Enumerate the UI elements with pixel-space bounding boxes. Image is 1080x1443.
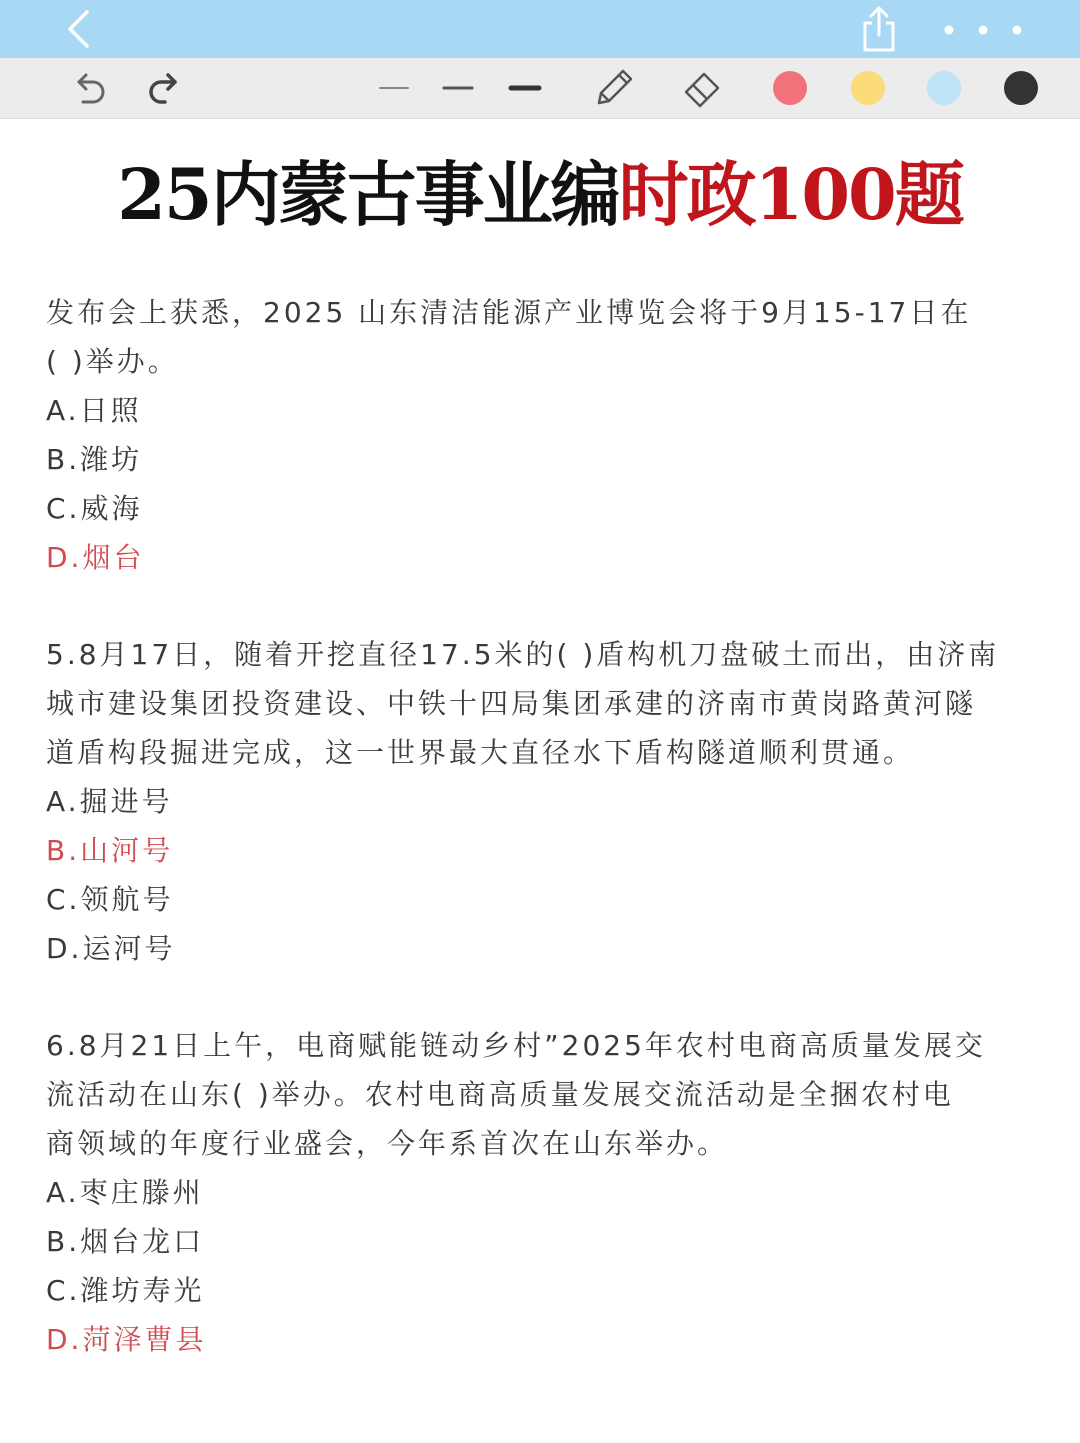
option-b: B.烟台龙口 <box>46 1225 205 1258</box>
undo-icon[interactable] <box>64 58 114 118</box>
option-b: B.潍坊 <box>46 443 143 476</box>
question-1 <box>46 288 1046 582</box>
question-text <box>46 630 1046 777</box>
redo-icon[interactable] <box>140 58 190 118</box>
option-c: C.潍坊寿光 <box>46 1274 205 1307</box>
question-text <box>46 1021 1046 1168</box>
option-c: C.领航号 <box>46 883 174 916</box>
question-line: 流活动在山东( )举办。农村电商高质量发展交流活动是全捆农村电 <box>46 1078 954 1111</box>
option-d-answer: D.烟台 <box>46 541 145 574</box>
question-line: 道盾构段掘进完成，这一世界最大直径水下盾构隧道顺利贯通。 <box>46 736 915 769</box>
option-d-answer: D.菏泽曹县 <box>46 1323 207 1356</box>
page-title <box>0 152 1080 238</box>
question-list <box>46 288 1046 1364</box>
blue-swatch-icon <box>927 71 961 105</box>
eraser-icon[interactable] <box>676 58 728 118</box>
question-2 <box>46 630 1046 973</box>
thin-line-icon[interactable] <box>374 58 414 118</box>
question-line: 6.8月21日上午，电商赋能链动乡村”2025年农村电商高质量发展交 <box>46 1029 986 1062</box>
more-icon[interactable] <box>938 16 1028 44</box>
color-swatch-black[interactable] <box>1001 58 1041 118</box>
question-line: 5.8月17日，随着开挖直径17.5米的( )盾构机刀盘破土而出，由济南 <box>46 638 1000 671</box>
question-line: 城市建设集团投资建设、中铁十四局集团承建的济南市黄岗路黄河隧 <box>46 687 977 720</box>
back-icon[interactable] <box>58 6 98 52</box>
option-a: A.枣庄滕州 <box>46 1176 204 1209</box>
drawing-toolbar <box>0 58 1080 119</box>
option-a: A.日照 <box>46 394 142 427</box>
black-swatch-icon <box>1004 71 1038 105</box>
thick-line-icon[interactable] <box>504 58 546 118</box>
question-line: ( )举办。 <box>46 345 179 378</box>
yellow-swatch-icon <box>851 71 885 105</box>
option-d: D.运河号 <box>46 932 176 965</box>
option-a: A.掘进号 <box>46 785 173 818</box>
pencil-icon[interactable] <box>588 58 640 118</box>
color-swatch-blue[interactable] <box>924 58 964 118</box>
question-line: 商领域的年度行业盛会，今年系首次在山东举办。 <box>46 1127 729 1160</box>
red-swatch-icon <box>773 71 807 105</box>
share-icon[interactable] <box>856 3 902 55</box>
title-main: 25内蒙古事业编 <box>117 153 619 236</box>
option-b-answer: B.山河号 <box>46 834 174 867</box>
color-swatch-yellow[interactable] <box>848 58 888 118</box>
question-3 <box>46 1021 1046 1364</box>
top-nav-bar <box>0 0 1080 58</box>
color-swatch-red[interactable] <box>770 58 810 118</box>
title-highlight: 时政100题 <box>618 153 963 236</box>
option-c: C.威海 <box>46 492 143 525</box>
question-line: 发布会上获悉，2025 山东清洁能源产业博览会将于9月15-17日在 <box>46 296 972 329</box>
question-text <box>46 288 1046 386</box>
medium-line-icon[interactable] <box>438 58 478 118</box>
